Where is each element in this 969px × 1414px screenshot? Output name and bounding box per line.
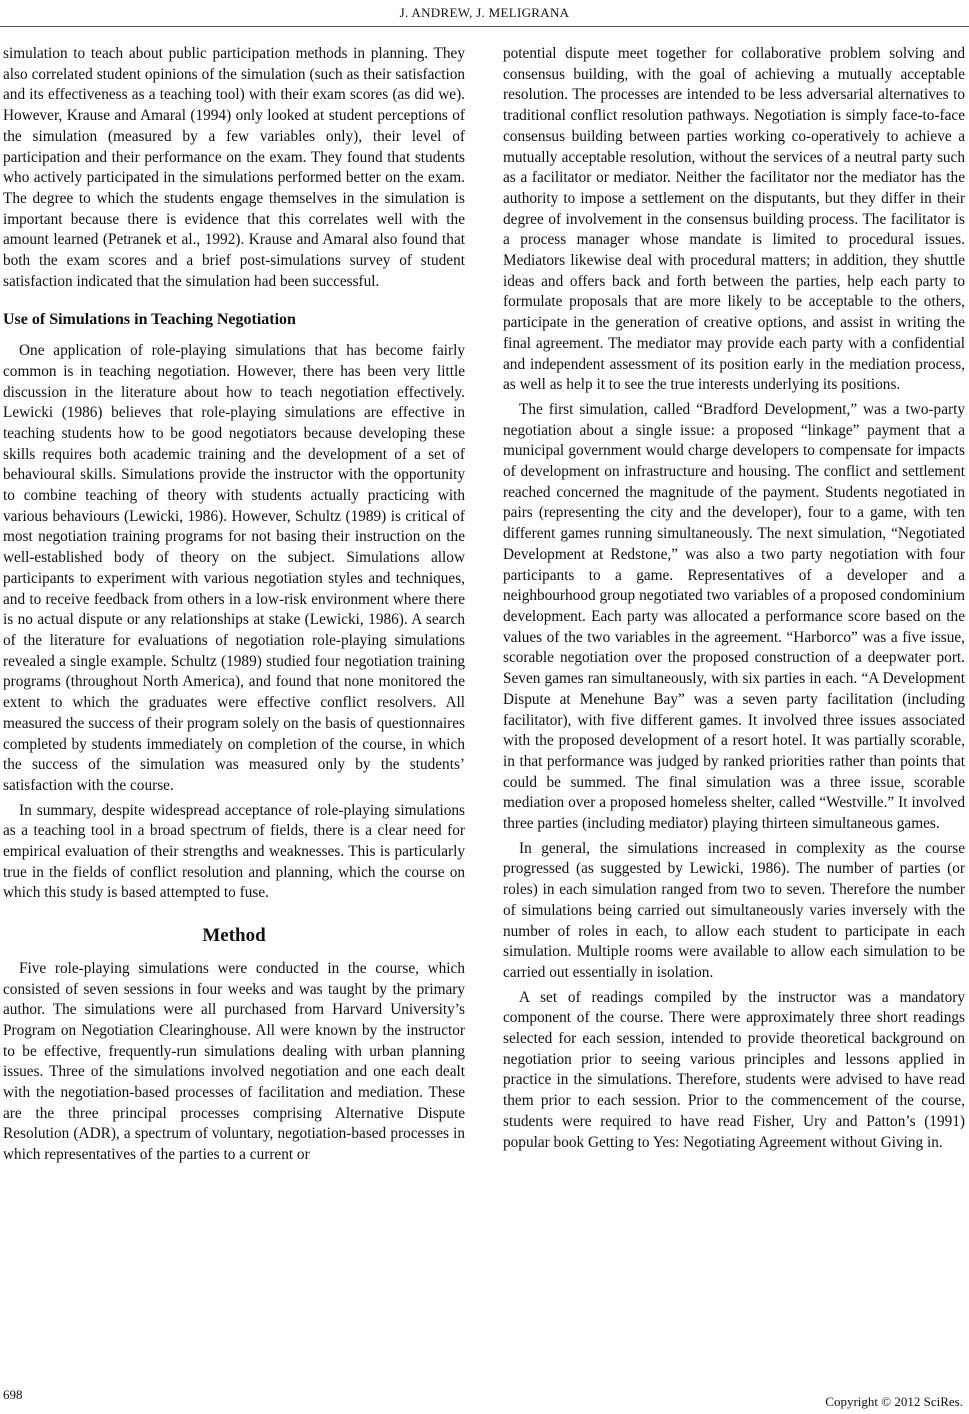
running-head: J. ANDREW, J. MELIGRANA (399, 5, 570, 20)
page-number: 698 (3, 1387, 23, 1402)
right-paragraph-3: In general, the simulations increased in complexity as the course progressed (as suggested by Lewicki, 1986). The number of parties (or roles) in each simulation ranged from two to seven. Therefore the number of simulations being carried out simultaneously varies inversely with the number of roles in each, to allow each student to participate in each simulation. Multiple rooms were available to allow each simulation to be carried out essentially in isolation. (503, 839, 965, 981)
right-paragraph-1: potential dispute meet together for collaborative problem solving and consensus building, with the goal of achieving a mutually acceptable resolution. The processes are intended to be less adversarial alternatives to traditional conflict resolution pathways. Negotiation is simply face-to-face consensus building between parties working co-operatively to achieve a mutually acceptable resolution, without the services of a neutral party such as a facilitator or mediator. Neither the facilitator nor the mediator has the authority to impose a settlement on the disputants, but they differ in their degree of involvement in the consensus building process. The facilitator is a process manager whose mandate is limited to procedural issues. Mediators likewise deal with procedural matters; in addition, they shuttle ideas and offers back and forth between the parties, help each party to formulate proposals that are more likely to be acceptable to the others, participate in the generation of creative options, and assist in writing the final agreement. The mediator may provide each party with a confidential and independent assessment of its position early in the mediation process, as well as help it to see the true interests underlying its positions. (503, 45, 965, 394)
left-paragraph-3: In summary, despite widespread acceptance of role-playing simulations as a teaching tool in a broad spectrum of fields, there is a clear need for empirical evaluation of their strengths and weaknesses. This is particularly true in the fields of conflict resolution and planning, which the course on which this study is based attempted to fuse. (3, 801, 465, 902)
left-paragraph-1: simulation to teach about public participation methods in planning. They also correlated student opinions of the simulation (such as their satisfaction and its effectiveness as a teaching tool) with their exam scores (as did we). However, Krause and Amaral (1994) only looked at student perceptions of the simulation (measured by a few variables only), their level of participation and their performance on the exam. They found that students who actively participated in the simulations performed better on the exam. The degree to which the students engage themselves in the simulation is important because there is evidence that this correlates well with the amount learned (Petranek et al., 1992). Krause and Amaral also found that both the exam scores and a brief post-simulations survey of student satisfaction indicated that the simulation had been successful. (3, 45, 465, 290)
right-paragraph-4: A set of readings compiled by the instructor was a mandatory component of the course. There were approximately three short readings selected for each session, intended to provide theoretical background on negotiation prior to seeing various principles and lessons applied in practice in the simulations. Therefore, students were advised to have read them prior to each session. Prior to the commencement of the course, students were required to have read Fisher, Ury and Patton’s (1991) popular book Getting to Yes: Negotiating Agreement without Giving in. (503, 988, 965, 1151)
right-paragraph-2: The first simulation, called “Bradford Development,” was a two-party negotiation about a single issue: a proposed “linkage” payment that a municipal government would charge developers to compensate for impacts of development on infrastructure and housing. The conflict and settlement reached concerned the magnitude of the payment. Students negotiated in pairs (representing the city and the developer), four to a game, with ten different games running simultaneously. The next simulation, “Negotiated Development at Redstone,” was also a two party negotiation with four participants to a game. Representatives of a developer and a neighbourhood group negotiated two variables of a proposed condominium development. Each party was allocated a performance score based on the values of the two variables in the agreement. “Harborco” was a five issue, scorable negotiation over the proposed construction of a deepwater port. Seven games ran simultaneously, with six parties in each. “A Development Dispute at Menehune Bay” was a seven party facilitation (including facilitator), with five different games. It involved three issues associated with the proposed development of a resort hotel. It was partially scorable, in that performance was judged by ranked priorities rather than points that could be summed. The final simulation was a three issue, scorable mediation over a proposed homeless shelter, called “Westville.” It involved three parties (including mediator) playing thirteen simultaneous games. (503, 400, 965, 833)
header-rule (0, 26, 969, 27)
copyright-notice: Copyright © 2012 SciRes. (825, 1394, 963, 1409)
left-paragraph-4: Five role-playing simulations were conducted in the course, which consisted of seven sessions in four weeks and was taught by the primary author. The simulations were all purchased from Harvard University’s Program on Negotiation Clearinghouse. All were known by the instructor to be effective, frequently-run simulations dealing with urban planning issues. Three of the simulations involved negotiation and one each dealt with the negotiation-based processes of facilitation and mediation. These are the three principal processes comprising Alternative Dispute Resolution (ADR), a spectrum of voluntary, negotiation-based processes in which representatives of the parties to a current or (3, 959, 465, 1164)
section-heading-simulations: Use of Simulations in Teaching Negotiation (3, 311, 296, 329)
right-column (503, 44, 965, 1157)
left-column (3, 44, 465, 1170)
section-heading-method: Method (202, 925, 266, 947)
left-paragraph-2: One application of role-playing simulations that has become fairly common is in teaching negotiation. However, there has been very little discussion in the literature about how to teach negotiation effectively. Lewicki (1986) believes that role-playing simulations are effective in teaching students how to be good negotiators because developing these skills requires both academic training and the development of a set of behavioural skills. Simulations provide the instructor with the opportunity to combine teaching of theory with students actually practicing with various behaviours (Lewicki, 1986). However, Schultz (1989) is critical of most negotiation training programs for not basing their instruction on the well-established body of theory on the subject. Simulations allow participants to experiment with various negotiation styles and techniques, and to receive feedback from others in a low-risk environment where there is no actual dispute or any relationships at stake (Lewicki, 1986). A search of the literature for evaluations of negotiation role-playing simulations revealed a single example. Schultz (1989) studied four negotiation training programs (throughout North America), and found that none monitored the extent to which the graduates were effective conflict resolvers. All measured the success of their program solely on the basis of questionnaires completed by students immediately on completion of the course, in which the success of the simulation was measured only by the students’ satisfaction with the course. (3, 342, 465, 794)
